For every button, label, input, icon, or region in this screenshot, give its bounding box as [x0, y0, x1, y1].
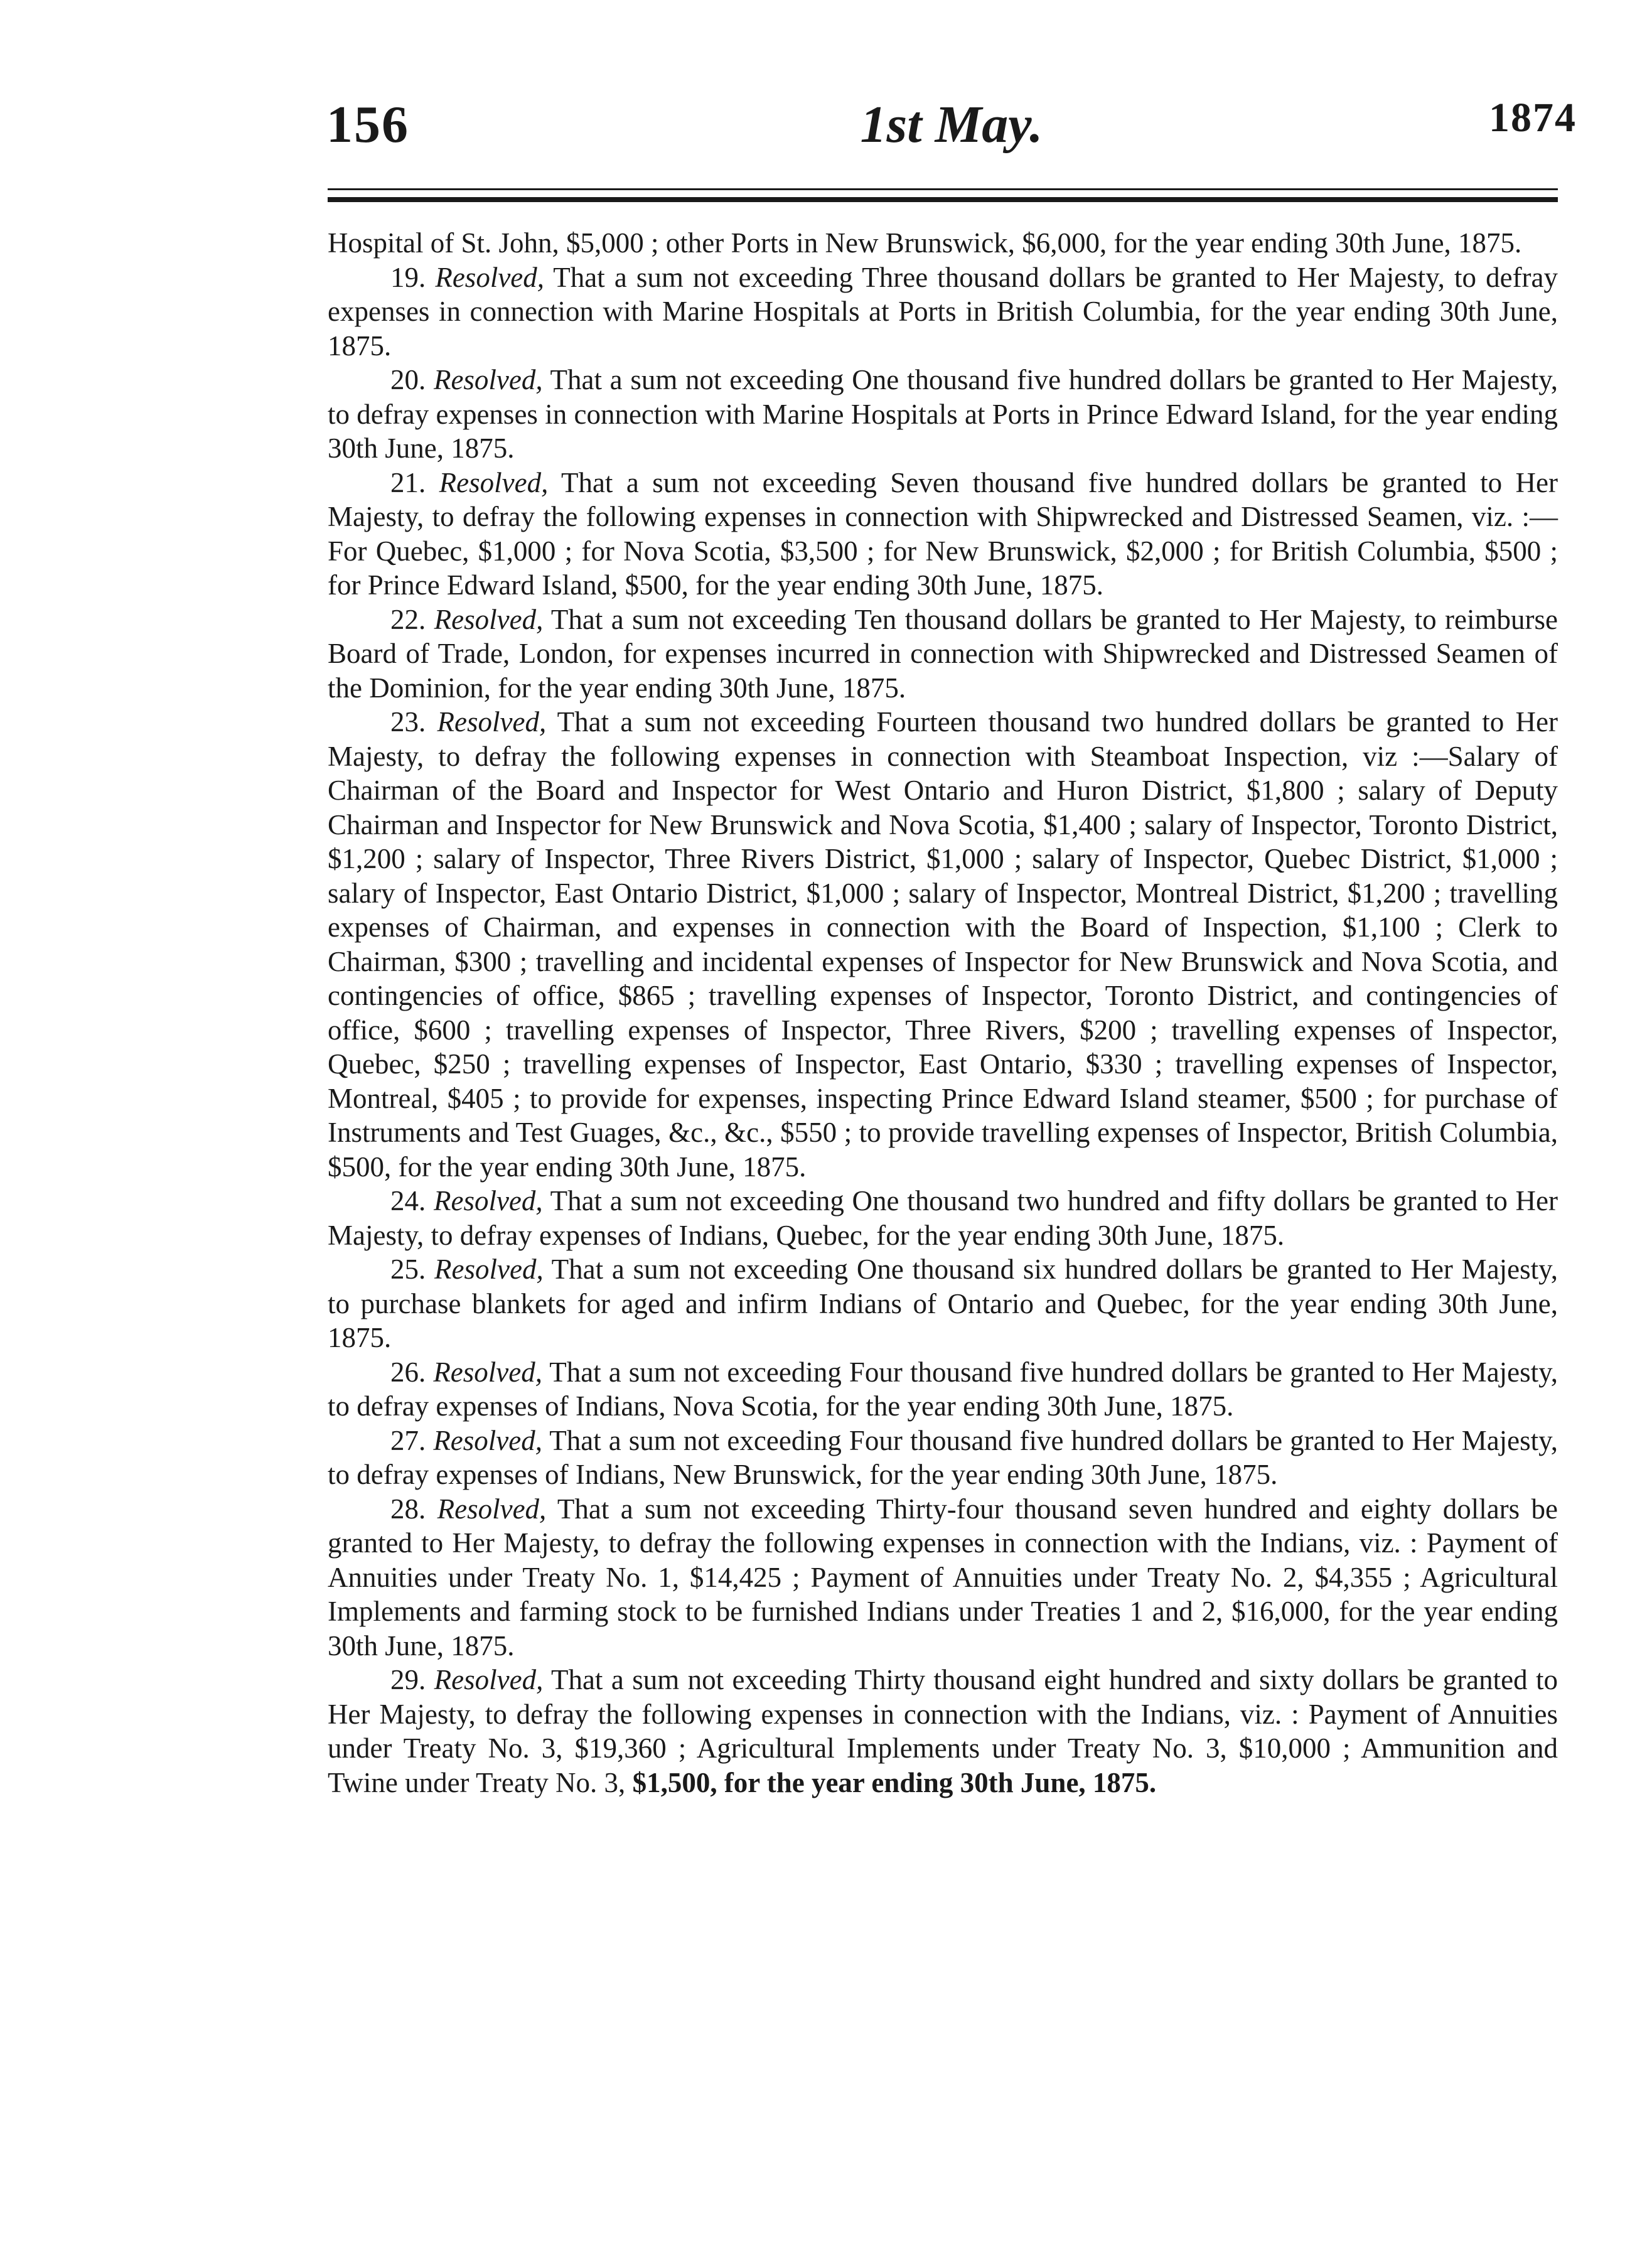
- paragraph-22: [328, 603, 1558, 706]
- paragraph-23: [328, 705, 1558, 1184]
- paragraph-number: 19.: [390, 261, 426, 293]
- page-year: 1874: [1489, 95, 1577, 141]
- paragraph-text: That a sum not exceeding Fourteen thousand two hundred dollars be granted to Her Majesty, to defray the following expenses in connection with Steamboat Inspection, viz :—Salary of Chairman of the Board and Inspector for West Ontario and Huron District, $1,800 ; salary of Deputy Chairman and Inspector for New Brunswick and Nova Scotia, $1,400 ; salary of Inspector, Toronto District, $1,200 ; salary of Inspector, Three Rivers District, $1,000 ; salary of Inspector, Quebec District, $1,000 ; salary of Inspector, East Ontario District, $1,000 ; salary of Inspector, Montreal District, $1,200 ; travelling expenses of Chairman, and expenses in connection with the Board of Inspection, $1,100 ; Clerk to Chairman, $300 ; travelling and incidental expenses of Inspector for New Brunswick and Nova Scotia, and contingencies of office, $865 ; travelling expenses of Inspector, Toronto District, and contingencies of office, $600 ; travelling expenses of Inspector, Three Rivers, $200 ; travelling expenses of Inspector, Quebec, $250 ; travelling expenses of Inspector, East Ontario, $330 ; travelling expenses of Inspector, Montreal, $405 ; to provide for expenses, inspecting Prince Edward Island steamer, $500 ; for purchase of Instruments and Test Guages, &c., &c., $550 ; to provide travelling expenses of Inspector, British Columbia, $500, for the year ending 30th June, 1875.: [328, 706, 1558, 1183]
- paragraph-28: [328, 1492, 1558, 1663]
- resolved-label: Resolved,: [433, 1424, 542, 1456]
- header-rule-thin: [328, 188, 1558, 190]
- paragraph-number: 28.: [390, 1493, 426, 1525]
- resolved-label: Resolved,: [437, 706, 547, 738]
- resolved-label: Resolved,: [433, 1185, 543, 1216]
- paragraph-text: That a sum not exceeding Three thousand dollars be granted to Her Majesty, to defray expenses in connection with Marine Hospitals at Ports in British Columbia, for the year ending 30th June, 1875.: [328, 261, 1558, 362]
- paragraph-25: [328, 1252, 1558, 1355]
- page-number: 156: [326, 95, 409, 154]
- page-body: [328, 226, 1558, 1800]
- paragraph-text: That a sum not exceeding Thirty thousand eight hundred and sixty dollars be granted to Her Majesty, to defray the following expenses in connection with the Indians, viz. : Payment of Annuities under Treaty No. 3, $19,360 ; Agricultural Implements under Treaty No. 3, $10,000 ; Ammunition and Twine under Treaty No. 3,: [328, 1664, 1558, 1798]
- paragraph-number: 22.: [390, 603, 426, 635]
- paragraph-text: That a sum not exceeding Thirty-four thousand seven hundred and eighty dollars be granted to Her Majesty, to defray the following expenses in connection with the Indians, viz. : Payment of Annuities under Treaty No. 1, $14,425 ; Payment of Annuities under Treaty No. 2, $4,355 ; Agricultural Implements and farming stock to be furnished Indians under Treaties 1 and 2, $16,000, for the year ending 30th June, 1875.: [328, 1493, 1558, 1662]
- paragraph-text-final: $1,500, for the year ending 30th June, 1875.: [632, 1766, 1157, 1798]
- paragraph-text: That a sum not exceeding Seven thousand five hundred dollars be granted to Her Majesty, to defray the following expenses in connection with Shipwrecked and Distressed Seamen, viz. :—For Quebec, $1,000 ; for Nova Scotia, $3,500 ; for New Brunswick, $2,000 ; for British Columbia, $500 ; for Prince Edward Island, $500, for the year ending 30th June, 1875.: [328, 466, 1558, 601]
- paragraph-text: That a sum not exceeding One thousand six hundred dollars be granted to Her Majesty, to purchase blankets for aged and infirm Indians of Ontario and Quebec, for the year ending 30th June, 1875.: [328, 1254, 1558, 1353]
- resolved-label: Resolved,: [434, 603, 544, 635]
- paragraph-number: 23.: [390, 706, 426, 738]
- resolved-label: Resolved,: [433, 1356, 542, 1388]
- paragraph-text: Hospital of St. John, $5,000 ; other Ports in New Brunswick, $6,000, for the year ending 30th June, 1875.: [328, 227, 1522, 259]
- header-rule-thick: [328, 197, 1558, 202]
- paragraph-text: That a sum not exceeding Four thousand five hundred dollars be granted to Her Majesty, to defray expenses of Indians, Nova Scotia, for the year ending 30th June, 1875.: [328, 1356, 1558, 1422]
- paragraph-number: 20.: [390, 364, 426, 395]
- paragraph-text: That a sum not exceeding One thousand five hundred dollars be granted to Her Majesty, to defray expenses in connection with Marine Hospitals at Ports in Prince Edward Island, for the year ending 30th June, 1875.: [328, 364, 1558, 464]
- paragraph-text: That a sum not exceeding One thousand two hundred and fifty dollars be granted to Her Majesty, to defray expenses of Indians, Quebec, for the year ending 30th June, 1875.: [328, 1185, 1558, 1251]
- resolved-label: Resolved,: [435, 261, 545, 293]
- page-header: [326, 94, 1577, 169]
- resolved-label: Resolved,: [439, 466, 549, 498]
- paragraph-21: [328, 466, 1558, 603]
- resolved-label: Resolved,: [433, 364, 543, 395]
- paragraph-continuation: [328, 226, 1558, 260]
- resolved-label: Resolved,: [437, 1493, 547, 1525]
- paragraph-number: 26.: [390, 1356, 426, 1388]
- paragraph-26: [328, 1355, 1558, 1424]
- paragraph-number: 24.: [390, 1185, 426, 1216]
- paragraph-number: 29.: [390, 1664, 426, 1695]
- paragraph-20: [328, 363, 1558, 466]
- paragraph-24: [328, 1184, 1558, 1252]
- paragraph-text: That a sum not exceeding Four thousand five hundred dollars be granted to Her Majesty, to defray expenses of Indians, New Brunswick, for the year ending 30th June, 1875.: [328, 1424, 1558, 1490]
- paragraph-27: [328, 1424, 1558, 1492]
- paragraph-number: 25.: [390, 1254, 426, 1285]
- paragraph-number: 27.: [390, 1424, 426, 1456]
- paragraph-text: That a sum not exceeding Ten thousand dollars be granted to Her Majesty, to reimburse Board of Trade, London, for expenses incurred in connection with Shipwrecked and Distressed Seamen of the Dominion, for the year ending 30th June, 1875.: [328, 603, 1558, 704]
- paragraph-number: 21.: [390, 466, 426, 498]
- paragraph-29: [328, 1663, 1558, 1800]
- paragraph-19: [328, 260, 1558, 363]
- resolved-label: Resolved,: [434, 1254, 544, 1285]
- resolved-label: Resolved,: [434, 1664, 544, 1695]
- page-title: 1st May.: [860, 95, 1043, 154]
